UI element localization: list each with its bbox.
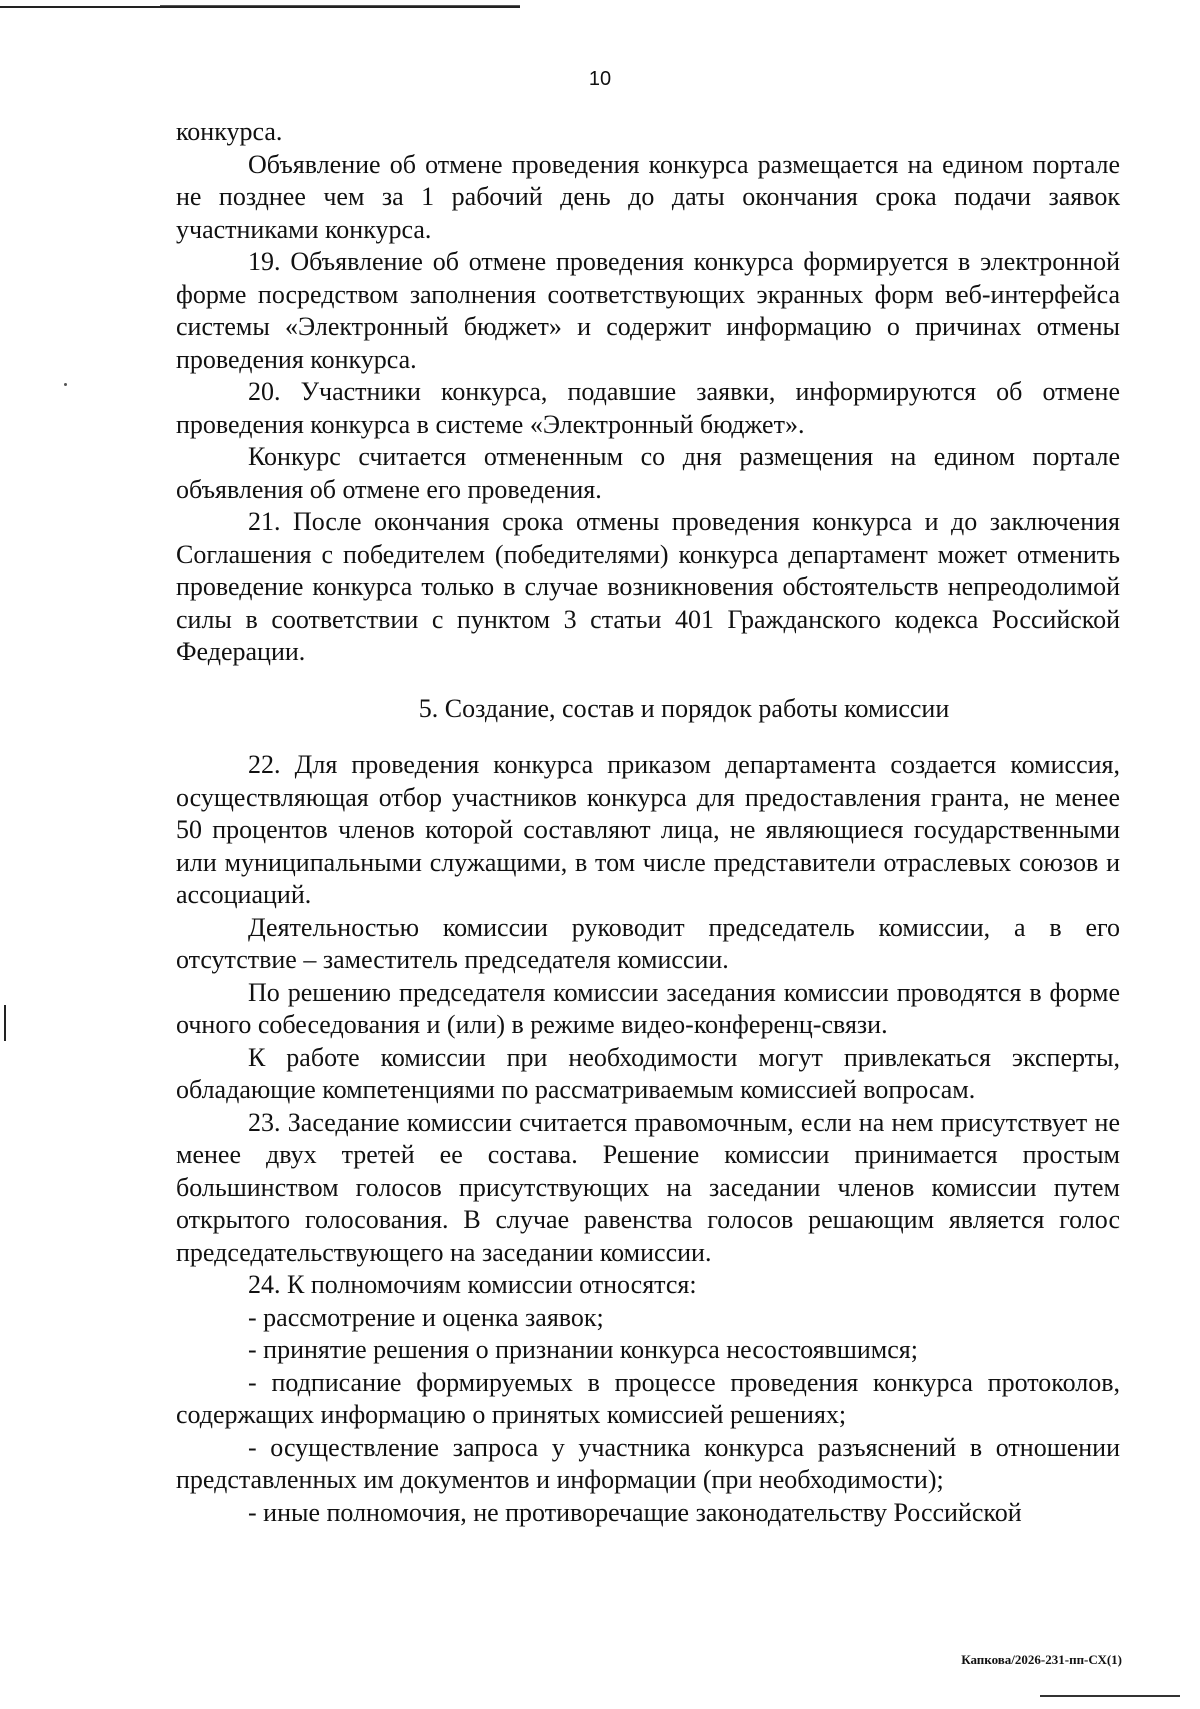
list-item: - рассмотрение и оценка заявок; [248,1302,604,1332]
paragraph: 23. Заседание комиссии считается правомочным, если на нем присутствует не менее двух третей ее состава. Решение комиссии принимается простым большинством голосов присутствующих на заседании членов комиссии путем открытого голосования. В случае равенства голосов решающим является голос председательствующего на заседании комиссии. [176,1107,1120,1267]
paragraph: 22. Для проведения конкурса приказом департамента создается комиссия, осуществляющая отбор участников конкурса для предоставления гранта, не менее 50 процентов членов которой составляют лица, не являющиеся государственными или муниципальными служащими, в том числе представители отраслевых союзов и ассоциаций. [176,750,1120,909]
list-item: - принятие решения о признании конкурса несостоявшимся; [248,1335,918,1364]
page-number: 10 [588,68,612,90]
paragraph: конкурса. [176,117,283,146]
paragraph: 21. После окончания срока отмены проведения конкурса и до заключения Соглашения с победителем (победителями) конкурса департамент может отменить проведение конкурса только в случае возникновения обстоятельств непреодолимой силы в соответствии с пунктом 3 статьи 401 Гражданского кодекса Российской Федерации. [176,507,1120,666]
list-item: - подписание формируемых в процессе проведения конкурса протоколов, содержащих информацию о принятых комиссией решениях; [176,1367,1120,1429]
document-body [176,116,1120,1529]
list-item: - иные полномочия, не противоречащие законодательству Российской [248,1497,1022,1527]
paragraph: 19. Объявление об отмене проведения конкурса формируется в электронной форме посредством заполнения соответствующих экранных форм веб-интерфейса системы «Электронный бюджет» и содержит информацию о причинах отмены проведения конкурса. [176,247,1120,374]
paragraph: К работе комиссии при необходимости могут привлекаться эксперты, обладающие компетенциями по рассматриваемым комиссией вопросам. [176,1042,1120,1104]
section-heading: 5. Создание, состав и порядок работы комиссии [418,693,950,723]
document-footer-code: Капкова/2026-231-пп-СХ(1) [961,1652,1122,1667]
paragraph: 24. К полномочиям комиссии относятся: [248,1270,697,1299]
scan-edge-line-secondary [160,5,520,6]
paragraph: Конкурс считается отмененным со дня размещения на едином портале объявления об отмене его проведения. [176,442,1120,504]
paragraph: Объявление об отмене проведения конкурса размещается на едином портале не позднее чем за 1 рабочий день до даты окончания срока подачи заявок участниками конкурса. [176,149,1120,244]
paragraph: По решению председателя комиссии заседания комиссии проводятся в форме очного собеседования и (или) в режиме видео-конференц-связи. [176,977,1120,1039]
scan-edge-line [0,6,520,8]
scan-margin-mark [4,1005,6,1041]
paragraph: 20. Участники конкурса, подавшие заявки, информируются об отмене проведения конкурса в системе «Электронный бюджет». [176,377,1120,439]
paragraph: Деятельностью комиссии руководит председатель комиссии, а в его отсутствие – заместитель председателя комиссии. [176,912,1120,974]
scan-bottom-line [1040,1695,1180,1697]
list-item: - осуществление запроса у участника конкурса разъяснений в отношении представленных им документов и информации (при необходимости); [176,1432,1120,1494]
scan-dust-dot [64,383,67,386]
